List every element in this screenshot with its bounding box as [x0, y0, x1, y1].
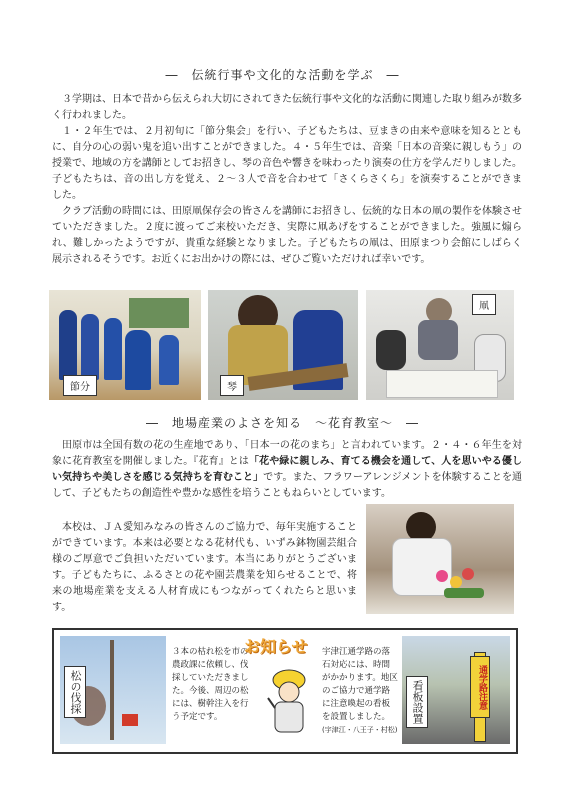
- worker-illustration: [264, 668, 314, 738]
- kite-photo: [366, 290, 514, 400]
- photo-caption: 節分: [63, 375, 97, 396]
- board-text: 宇津江通学路の落石対応には、時間がかかります。地区のご協力で通学路に注意喚起の看板を設置しました。: [322, 647, 398, 722]
- student-figure: [392, 538, 452, 596]
- paragraph: １・２年生では、２月初旬に「節分集会」を行い、子どもたちは、豆まきの由来や意味を知るとともに、自分の心の弱い鬼を追い出すことができました。４・５年生では、音楽「日本の音楽に親しもう」の授業で、地域の方を講師としてお招きし、琴の音色や響きを味わったり演奏の仕方を学んだりしました。子どもたちは、音の出し方を覚え、２～３人で音を合わせて「さくらさくら」を演奏することができました。: [52, 126, 522, 201]
- bucket-truck: [122, 714, 138, 726]
- greenery: [444, 588, 484, 598]
- school-route-sign: 通学路注意: [470, 656, 490, 718]
- photo-caption: 琴: [220, 375, 244, 396]
- road-sign-photo: [402, 636, 510, 744]
- paragraph: クラブ活動の時間には、田原凧保存会の皆さんを講師にお招きし、伝統的な日本の凧の製作を体験させていただきました。２度に渡ってご来校いただき、実際に凧あげをすることができました。強風に煽られ、難しかったようですが、貴重な経験となりました。子どもたちの凧は、田原まつり会館にしばらく展示されるそうです。お近くにお出かけの際には、ぜひご覧いただければ幸いです。: [52, 206, 522, 265]
- notice-box: [52, 628, 518, 754]
- flower: [436, 570, 448, 582]
- instructor-figure: [418, 320, 458, 360]
- student-figure: [159, 335, 179, 385]
- student-figure: [104, 318, 122, 380]
- notice-title: お知らせ: [244, 637, 308, 656]
- board-notice-text: [322, 646, 398, 737]
- flower-arrangement-photo: [366, 504, 514, 614]
- board-label: 看板設置: [406, 676, 428, 728]
- section1-heading: ― 伝統行事や文化的な活動を学ぶ ―: [165, 68, 400, 82]
- section2-paragraph2: 本校は、ＪＡ愛知みなみの皆さんのご協力で、毎年実施することができています。本来は必要となる花材代も、いずみ鉢物園芸組合様のご厚意でご負担いただいています。本当にありがとうございます。子どもたちに、ふるさとの花や園芸農業を知らせることで、将来の地場産業を支える人材育成にもつながってくれたらと思います。: [52, 522, 357, 613]
- flower: [450, 576, 462, 588]
- section1-body: [52, 92, 522, 268]
- section2-heading: ― 地場産業のよさを知る ～花育教室～ ―: [145, 416, 419, 430]
- pine-tree-photo: [60, 636, 166, 744]
- photo-caption: 凧: [472, 294, 496, 315]
- setsubun-photo: [49, 290, 201, 400]
- paragraph: 田原市は全国有数の花の生産地であり、「日本一の花のまち」と言われています。２・４・６年生を対象に花育教室を開催しました。『花育』とは: [52, 440, 522, 467]
- koto-photo: [208, 290, 358, 400]
- pine-label: 松の伐採: [64, 666, 86, 718]
- paragraph: ３学期は、日本で昔から伝えられ大切にされてきた伝統行事や文化的な活動に関連した取り組みが数多く行われました。: [52, 94, 522, 121]
- utility-pole: [110, 640, 114, 740]
- paragraph: です。また、フラワーアレンジメントを体験することを通して、子どもたちの創造性や豊かな感性を培うこともねらいとしています。: [52, 472, 523, 499]
- newspaper-table: [386, 370, 498, 398]
- pine-notice-text: ３本の枯れ松を市の農政課に依頼し、伐採していただきました。今後、周辺の松には、樹幹注入を行う予定です。: [172, 647, 249, 722]
- student-figure: [81, 314, 99, 380]
- hanaiku-definition: 「花や緑に親しみ、育てる機会を通して、人を思いやる優しい気持ちや美しさを感じる気持ちを育むこと」: [52, 456, 522, 483]
- flower: [462, 568, 474, 580]
- section2-body: [52, 438, 522, 502]
- board-credit: (宇津江・八王子・村松): [322, 726, 398, 734]
- bulletin-board: [129, 298, 189, 328]
- student-figure: [125, 330, 151, 390]
- student-figure: [376, 330, 406, 370]
- student-figure: [59, 310, 77, 380]
